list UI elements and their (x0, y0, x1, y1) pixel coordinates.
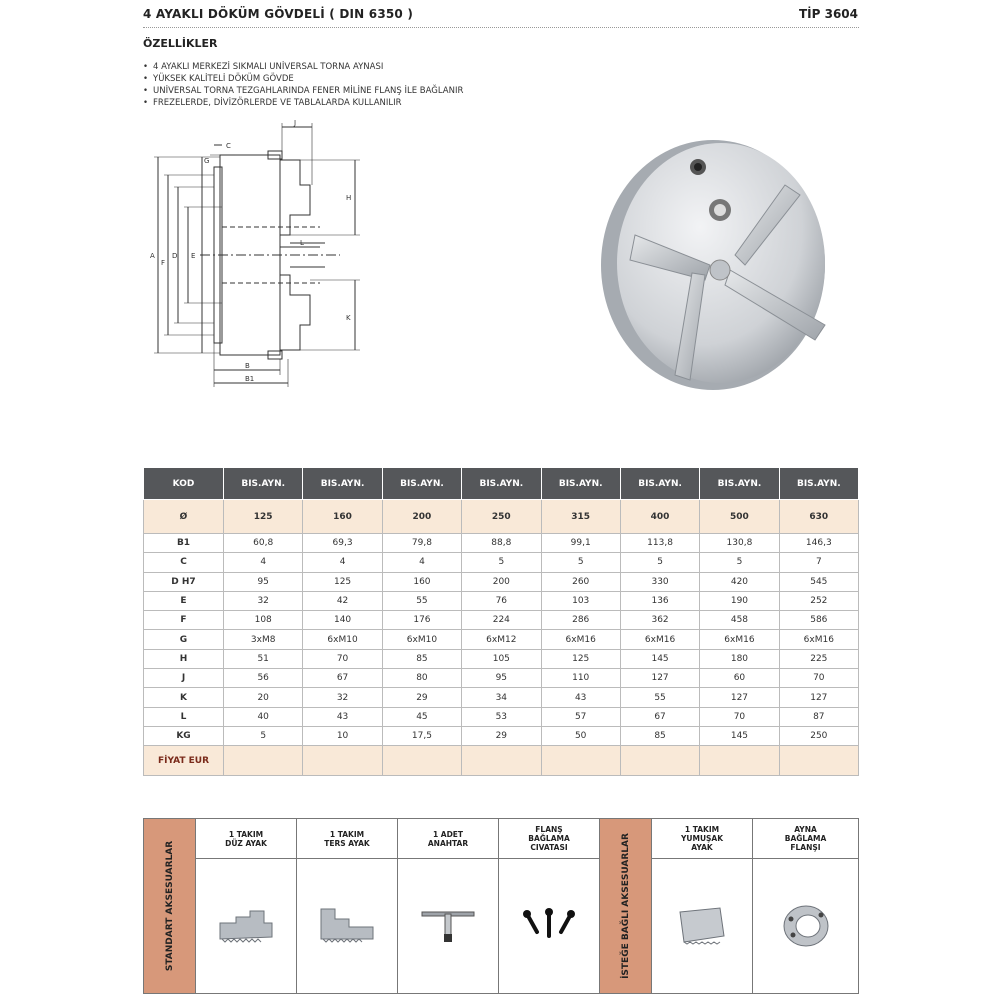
row-label: K (144, 688, 224, 707)
feature-item: • YÜKSEK KALİTELİ DÖKÜM GÖVDE (143, 73, 463, 85)
table-cell: 146,3 (779, 534, 858, 553)
standard-accessories-tab (144, 819, 196, 993)
table-cell: 500 (700, 500, 779, 534)
table-cell: 113,8 (620, 534, 699, 553)
table-row (144, 630, 859, 649)
price-cell (700, 746, 779, 776)
table-cell: 80 (382, 669, 461, 688)
accessory-label: AYNA BAĞLAMA FLANŞI (753, 819, 858, 859)
table-cell: 103 (541, 591, 620, 610)
table-cell: 88,8 (462, 534, 541, 553)
row-label: H (144, 649, 224, 668)
page-title: 4 AYAKLI DÖKÜM GÖVDELİ ( DIN 6350 ) (143, 7, 414, 21)
technical-drawing (140, 115, 380, 395)
chuck-key-icon (418, 906, 478, 946)
price-cell (779, 746, 858, 776)
optional-accessories-label: İSTEĞE BAĞLI AKSESUARLAR (620, 833, 631, 979)
table-cell: 5 (224, 726, 303, 745)
dim-label-a: A (150, 252, 155, 260)
table-cell: 420 (700, 572, 779, 591)
table-cell: 85 (620, 726, 699, 745)
table-cell: 225 (779, 649, 858, 668)
features-title: ÖZELLİKLER (143, 37, 218, 50)
flange-bolts-icon (519, 906, 579, 946)
table-cell: 70 (779, 669, 858, 688)
table-cell: 55 (620, 688, 699, 707)
header-divider (143, 27, 859, 28)
column-header-kod: KOD (144, 468, 224, 500)
column-header: BIS.AYN. (462, 468, 541, 500)
table-cell: 43 (303, 707, 382, 726)
table-row (144, 572, 859, 591)
table-cell: 69,3 (303, 534, 382, 553)
dim-label-d: D (172, 252, 178, 260)
table-cell: 50 (541, 726, 620, 745)
table-cell: 130,8 (700, 534, 779, 553)
table-cell: 458 (700, 611, 779, 630)
table-cell: 315 (541, 500, 620, 534)
features-list (143, 61, 463, 109)
table-row (144, 707, 859, 726)
column-header: BIS.AYN. (620, 468, 699, 500)
price-cell (303, 746, 382, 776)
table-cell: 10 (303, 726, 382, 745)
table-cell: 95 (462, 669, 541, 688)
table-cell: 7 (779, 553, 858, 572)
table-cell: 60,8 (224, 534, 303, 553)
accessory-label: 1 TAKIM YUMUŞAK AYAK (652, 819, 752, 859)
column-header: BIS.AYN. (224, 468, 303, 500)
accessory-label: FLANŞ BAĞLAMA CIVATASI (499, 819, 599, 859)
dim-label-f: F (161, 259, 166, 267)
feature-item: • FREZELERDE, DİVİZÖRLERDE VE TABLALARDA KULLANILIR (143, 97, 463, 109)
table-cell: 34 (462, 688, 541, 707)
feature-item: • UNİVERSAL TORNA TEZGAHLARINDA FENER MİLİNE FLANŞ İLE BAĞLANIR (143, 85, 463, 97)
spec-table (143, 467, 859, 776)
table-cell: 70 (700, 707, 779, 726)
table-cell: 200 (382, 500, 461, 534)
table-cell: 127 (620, 669, 699, 688)
dim-label-b1: B1 (245, 375, 255, 383)
row-label: C (144, 553, 224, 572)
row-label: J (144, 669, 224, 688)
column-header: BIS.AYN. (779, 468, 858, 500)
table-cell: 79,8 (382, 534, 461, 553)
table-cell: 85 (382, 649, 461, 668)
table-cell: 4 (224, 553, 303, 572)
column-header: BIS.AYN. (382, 468, 461, 500)
table-cell: 145 (700, 726, 779, 745)
table-row (144, 611, 859, 630)
table-cell: 60 (700, 669, 779, 688)
price-cell (462, 746, 541, 776)
table-cell: 55 (382, 591, 461, 610)
table-cell: 180 (700, 649, 779, 668)
accessories-panel (143, 818, 859, 994)
table-cell: 56 (224, 669, 303, 688)
table-row (144, 591, 859, 610)
dim-label-l: L (300, 239, 304, 247)
standard-accessories-label: STANDART AKSESUARLAR (164, 840, 175, 972)
price-cell (541, 746, 620, 776)
feature-item: • 4 AYAKLI MERKEZİ SIKMALI UNİVERSAL TORNA AYNASI (143, 61, 463, 73)
accessory-label: 1 ADET ANAHTAR (398, 819, 498, 859)
dim-label-g: G (204, 157, 210, 165)
table-cell: 400 (620, 500, 699, 534)
table-cell: 140 (303, 611, 382, 630)
dim-label-h: H (346, 194, 352, 202)
table-cell: 42 (303, 591, 382, 610)
straight-jaw-icon (216, 909, 276, 943)
table-cell: 5 (462, 553, 541, 572)
table-cell: 99,1 (541, 534, 620, 553)
table-cell: 250 (462, 500, 541, 534)
table-cell: 6xM16 (620, 630, 699, 649)
table-cell: 252 (779, 591, 858, 610)
table-cell: 286 (541, 611, 620, 630)
table-cell: 190 (700, 591, 779, 610)
row-label: Ø (144, 500, 224, 534)
table-cell: 57 (541, 707, 620, 726)
accessory-reverse-jaw (297, 819, 398, 993)
price-cell (224, 746, 303, 776)
table-cell: 17,5 (382, 726, 461, 745)
table-cell: 6xM16 (700, 630, 779, 649)
table-cell: 160 (303, 500, 382, 534)
table-cell: 70 (303, 649, 382, 668)
table-cell: 127 (700, 688, 779, 707)
table-cell: 51 (224, 649, 303, 668)
table-cell: 260 (541, 572, 620, 591)
price-cell (382, 746, 461, 776)
dim-label-e: E (191, 252, 196, 260)
table-row (144, 649, 859, 668)
accessory-mounting-flange (753, 819, 858, 993)
table-cell: 95 (224, 572, 303, 591)
table-cell: 362 (620, 611, 699, 630)
type-code: TİP 3604 (798, 7, 858, 21)
row-label: KG (144, 726, 224, 745)
table-cell: 127 (779, 688, 858, 707)
chuck-product-image (595, 125, 840, 405)
table-cell: 53 (462, 707, 541, 726)
row-label: L (144, 707, 224, 726)
optional-accessories-tab (600, 819, 652, 993)
accessory-flange-bolts (499, 819, 600, 993)
table-cell: 20 (224, 688, 303, 707)
row-label: B1 (144, 534, 224, 553)
table-cell: 145 (620, 649, 699, 668)
row-label: F (144, 611, 224, 630)
table-cell: 6xM10 (382, 630, 461, 649)
table-cell: 6xM12 (462, 630, 541, 649)
dim-label-c: C (226, 142, 231, 150)
table-cell: 6xM16 (779, 630, 858, 649)
table-cell: 136 (620, 591, 699, 610)
table-cell: 110 (541, 669, 620, 688)
table-cell: 330 (620, 572, 699, 591)
table-cell: 5 (620, 553, 699, 572)
table-cell: 545 (779, 572, 858, 591)
table-cell: 108 (224, 611, 303, 630)
table-cell: 45 (382, 707, 461, 726)
table-cell: 160 (382, 572, 461, 591)
table-cell: 200 (462, 572, 541, 591)
soft-jaw-icon (674, 906, 730, 946)
row-label: FİYAT EUR (144, 746, 224, 776)
table-cell: 125 (541, 649, 620, 668)
accessory-label: 1 TAKIM DÜZ AYAK (196, 819, 296, 859)
table-cell: 176 (382, 611, 461, 630)
table-row-diameter (144, 500, 859, 534)
row-label: G (144, 630, 224, 649)
column-header: BIS.AYN. (700, 468, 779, 500)
table-row-price (144, 746, 859, 776)
price-cell (620, 746, 699, 776)
table-cell: 29 (382, 688, 461, 707)
reverse-jaw-icon (317, 907, 377, 945)
table-row (144, 534, 859, 553)
table-cell: 4 (303, 553, 382, 572)
accessory-label: 1 TAKIM TERS AYAK (297, 819, 397, 859)
table-cell: 87 (779, 707, 858, 726)
dim-label-b: B (245, 362, 250, 370)
table-header-row (144, 468, 859, 500)
table-cell: 630 (779, 500, 858, 534)
column-header: BIS.AYN. (303, 468, 382, 500)
accessory-chuck-key (398, 819, 499, 993)
table-cell: 76 (462, 591, 541, 610)
row-label: E (144, 591, 224, 610)
table-cell: 43 (541, 688, 620, 707)
table-row (144, 688, 859, 707)
table-cell: 67 (620, 707, 699, 726)
table-cell: 5 (541, 553, 620, 572)
table-cell: 29 (462, 726, 541, 745)
dim-label-j: J (294, 119, 297, 127)
table-row (144, 726, 859, 745)
accessory-straight-jaw (196, 819, 297, 993)
table-cell: 586 (779, 611, 858, 630)
column-header: BIS.AYN. (541, 468, 620, 500)
table-cell: 32 (224, 591, 303, 610)
table-cell: 125 (224, 500, 303, 534)
dim-label-k: K (346, 314, 351, 322)
mounting-flange-icon (781, 901, 831, 951)
table-row (144, 553, 859, 572)
accessory-soft-jaw (652, 819, 753, 993)
row-label: D H7 (144, 572, 224, 591)
table-cell: 105 (462, 649, 541, 668)
table-cell: 125 (303, 572, 382, 591)
table-cell: 5 (700, 553, 779, 572)
table-row (144, 669, 859, 688)
table-cell: 250 (779, 726, 858, 745)
table-cell: 4 (382, 553, 461, 572)
table-cell: 3xM8 (224, 630, 303, 649)
table-cell: 224 (462, 611, 541, 630)
table-cell: 67 (303, 669, 382, 688)
table-cell: 40 (224, 707, 303, 726)
table-cell: 6xM10 (303, 630, 382, 649)
table-cell: 6xM16 (541, 630, 620, 649)
table-cell: 32 (303, 688, 382, 707)
